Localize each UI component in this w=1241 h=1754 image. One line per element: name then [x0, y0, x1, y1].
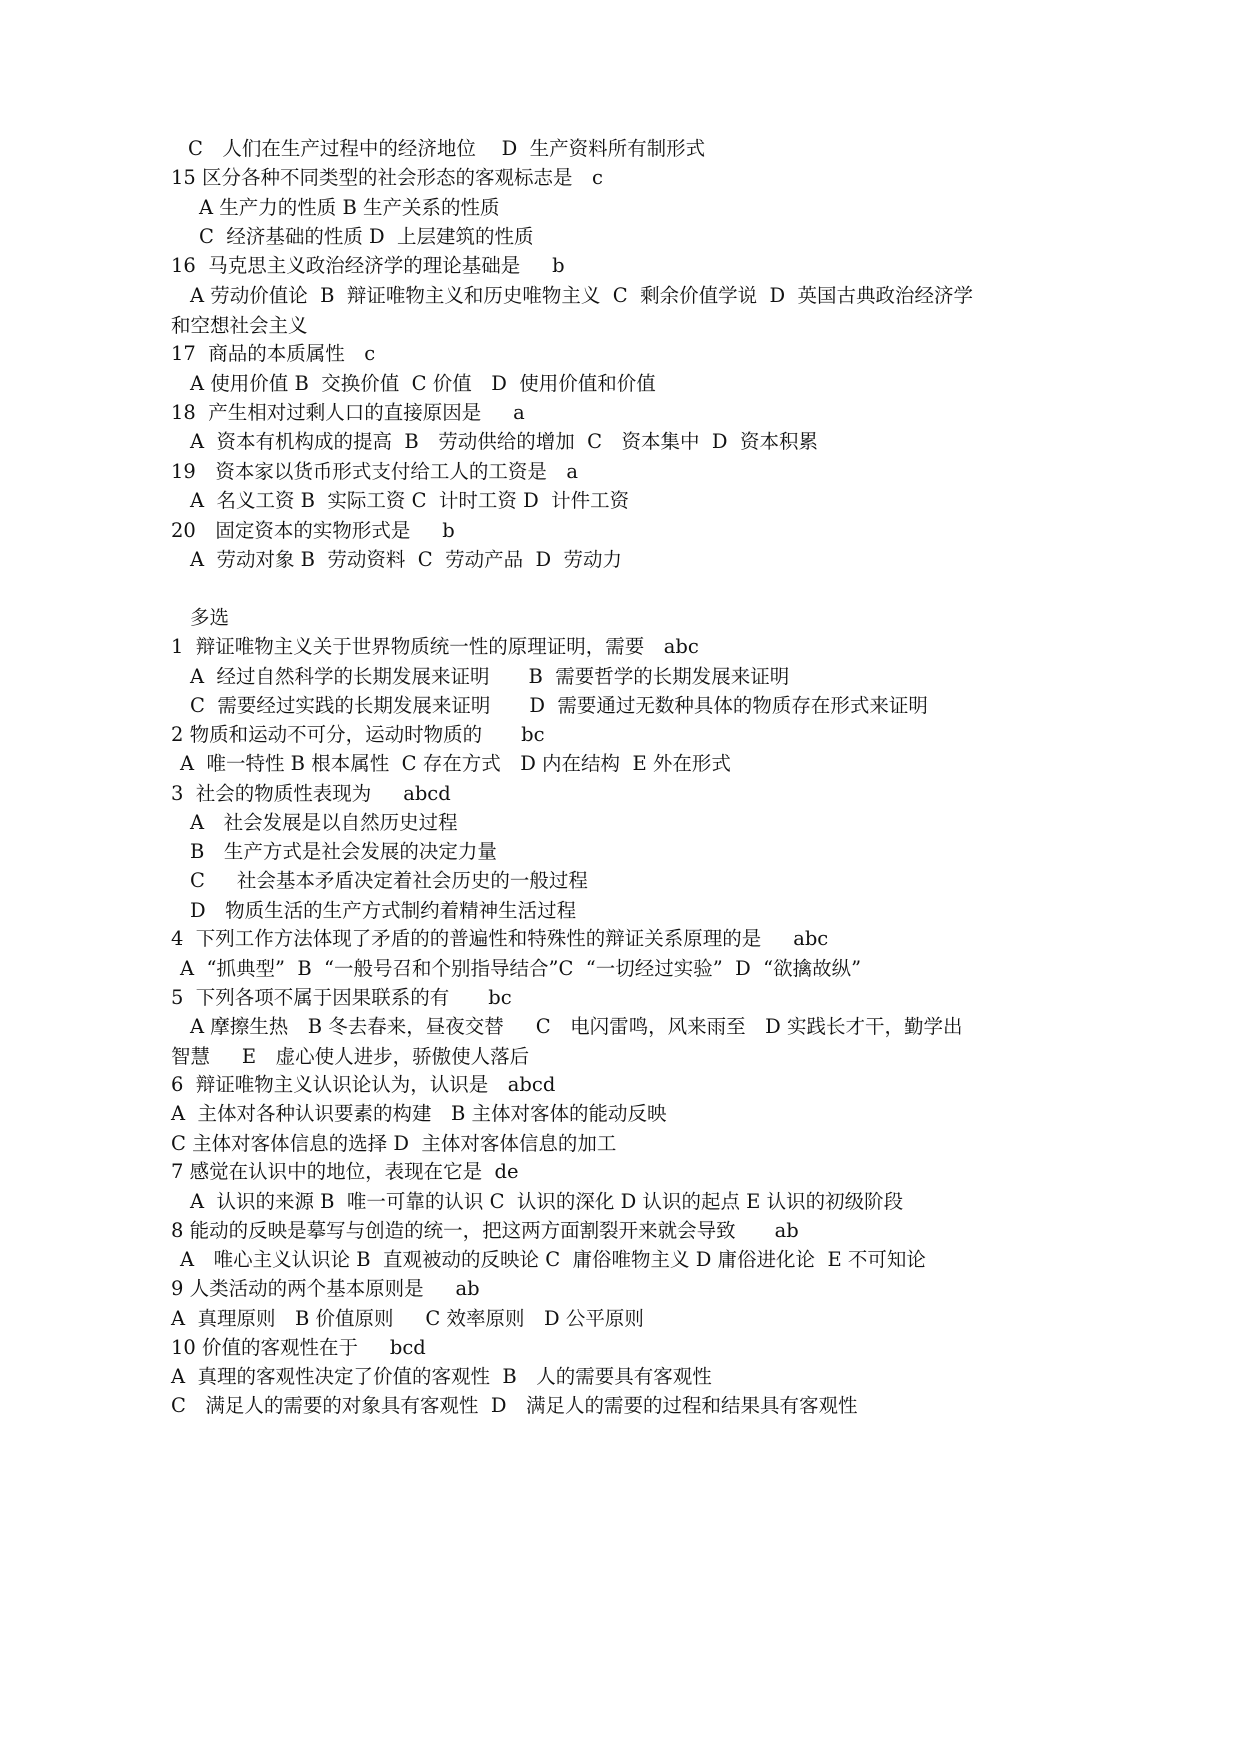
- question-line: 10 价值的客观性在于 bcd: [171, 1336, 426, 1359]
- option-line: B 生产方式是社会发展的决定力量: [190, 840, 497, 863]
- option-line: A “抓典型” B “一般号召和个别指导结合”C “一切经过实验” D “欲擒故纵”: [180, 957, 862, 980]
- option-line: A 名义工资 B 实际工资 C 计时工资 D 计件工资: [190, 489, 630, 512]
- option-line: A 劳动对象 B 劳动资料 C 劳动产品 D 劳动力: [190, 548, 623, 571]
- section-heading: 多选: [190, 606, 230, 629]
- option-line: A 主体对各种认识要素的构建 B 主体对客体的能动反映: [171, 1102, 667, 1125]
- option-line: A 认识的来源 B 唯一可靠的认识 C 认识的深化 D 认识的起点 E 认识的初级阶段: [190, 1190, 904, 1213]
- option-line: 和空想社会主义: [171, 314, 308, 337]
- question-line: 5 下列各项不属于因果联系的有 bc: [171, 986, 512, 1009]
- option-line: C 社会基本矛盾决定着社会历史的一般过程: [190, 869, 588, 892]
- option-line: A 经过自然科学的长期发展来证明 B 需要哲学的长期发展来证明: [190, 665, 790, 688]
- question-line: 1 辩证唯物主义关于世界物质统一性的原理证明，需要 abc: [171, 635, 699, 658]
- option-line: A 生产力的性质 B 生产关系的性质: [199, 196, 500, 219]
- option-line: A 资本有机构成的提高 B 劳动供给的增加 C 资本集中 D 资本积累: [190, 430, 818, 453]
- option-line: A 使用价值 B 交换价值 C 价值 D 使用价值和价值: [190, 372, 656, 395]
- question-line: 9 人类活动的两个基本原则是 ab: [171, 1277, 480, 1300]
- question-line: 18 产生相对过剩人口的直接原因是 a: [171, 401, 525, 424]
- option-line: A 摩擦生热 B 冬去春来，昼夜交替 C 电闪雷鸣，风来雨至 D 实践长才干，勤学出: [190, 1015, 963, 1038]
- option-line: A 真理原则 B 价值原则 C 效率原则 D 公平原则: [171, 1307, 644, 1330]
- question-line: 17 商品的本质属性 c: [171, 342, 376, 365]
- question-line: 19 资本家以货币形式支付给工人的工资是 a: [171, 460, 578, 483]
- option-line: C 经济基础的性质 D 上层建筑的性质: [199, 225, 534, 248]
- question-line: 16 马克思主义政治经济学的理论基础是 b: [171, 254, 565, 277]
- option-line: A 劳动价值论 B 辩证唯物主义和历史唯物主义 C 剩余价值学说 D 英国古典政治经济学: [190, 284, 974, 307]
- option-line: D 物质生活的生产方式制约着精神生活过程: [190, 899, 577, 922]
- text-line: C 人们在生产过程中的经济地位 D 生产资料所有制形式: [188, 137, 706, 160]
- question-line: 20 固定资本的实物形式是 b: [171, 519, 455, 542]
- question-line: 2 物质和运动不可分，运动时物质的 bc: [171, 723, 545, 746]
- option-line: A 唯心主义认识论 B 直观被动的反映论 C 庸俗唯物主义 D 庸俗进化论 E 不可知论: [180, 1248, 926, 1271]
- question-line: 7 感觉在认识中的地位，表现在它是 de: [171, 1160, 519, 1183]
- question-line: 3 社会的物质性表现为 abcd: [171, 782, 451, 805]
- question-line: 8 能动的反映是摹写与创造的统一，把这两方面割裂开来就会导致 ab: [171, 1219, 799, 1242]
- option-line: C 主体对客体信息的选择 D 主体对客体信息的加工: [171, 1132, 617, 1155]
- option-line: A 唯一特性 B 根本属性 C 存在方式 D 内在结构 E 外在形式: [180, 752, 731, 775]
- question-line: 6 辩证唯物主义认识论认为，认识是 abcd: [171, 1073, 556, 1096]
- option-line: 智慧 E 虚心使人进步，骄傲使人落后: [171, 1045, 530, 1068]
- question-line: 4 下列工作方法体现了矛盾的的普遍性和特殊性的辩证关系原理的是 abc: [171, 927, 829, 950]
- option-line: C 满足人的需要的对象具有客观性 D 满足人的需要的过程和结果具有客观性: [171, 1394, 858, 1417]
- option-line: A 社会发展是以自然历史过程: [190, 811, 458, 834]
- option-line: C 需要经过实践的长期发展来证明 D 需要通过无数种具体的物质存在形式来证明: [190, 694, 928, 717]
- option-line: A 真理的客观性决定了价值的客观性 B 人的需要具有客观性: [171, 1365, 712, 1388]
- question-line: 15 区分各种不同类型的社会形态的客观标志是 c: [171, 166, 603, 189]
